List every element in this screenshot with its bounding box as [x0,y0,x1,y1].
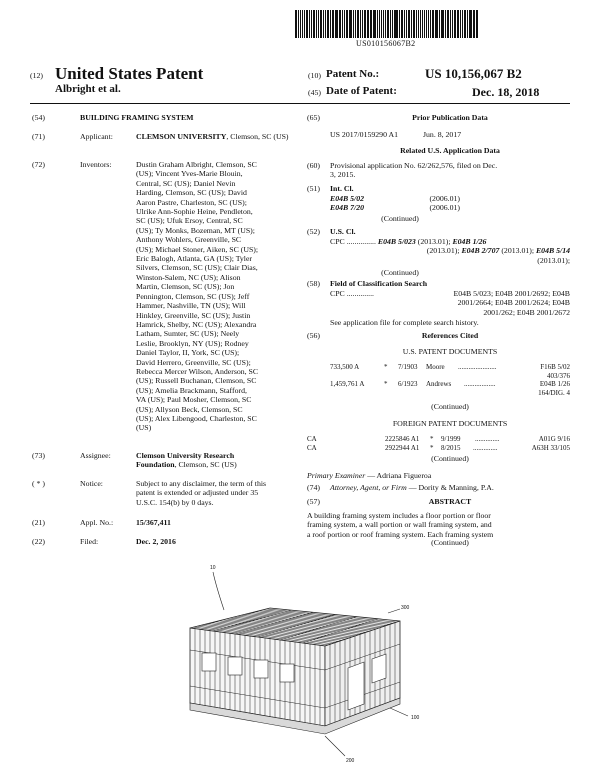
examiner-name: — Adriana Figueroa [365,471,432,480]
barcode-bar [416,10,418,38]
provisional-code: (60) [307,161,320,170]
abstract-text [307,511,570,539]
filed-label: Filed: [80,537,99,546]
foreign-doc-class: A63H 33/105 [531,443,570,452]
uscl-class-c: E04B 2/707 [461,246,500,256]
barcode-bar [346,10,349,38]
inventors-list [136,160,301,433]
applicant-label: Applicant: [80,132,113,141]
inventor-line: SC (US); Ufuk Ersoy, Central, SC [136,216,243,226]
intcl-label: Int. Cl. [330,184,354,193]
barcode-bar [381,10,383,38]
inventor-line: (US) [136,423,152,433]
inventor-line: Hinkley, Greenville, SC (US); Justin [136,310,251,320]
inventors-code: (72) [32,160,45,169]
foreign-doc-dots: .............. [475,435,500,443]
barcode-bar [447,10,449,38]
notice-line: patent is extended or adjusted under 35 [136,488,259,498]
barcode-bar [420,10,421,38]
field-search-cpc: CPC [330,289,345,298]
barcode-bar [379,10,380,38]
examiner-label: Primary Examiner [307,471,366,480]
barcode-bar [377,10,378,38]
foreign-doc-country: CA [307,435,317,443]
barcode-bar [302,10,303,38]
barcode-bar [442,10,444,38]
uscl-line2 [330,246,570,255]
barcode-bar [406,10,407,38]
inventor-line: (US); Allyson Beck, Clemson, SC [136,404,243,414]
barcode-bar [383,10,384,38]
barcode-bar [411,10,412,38]
foreign-doc-date: 8/2015 [441,443,461,452]
uscl-year-b: (2013.01); [426,246,460,256]
assignee-name-line1: Clemson University Research [136,451,235,460]
inventor-line: Aaron Pastre, Charleston, SC (US); [136,197,247,207]
barcode-bar [364,10,366,38]
uscl-cpc: CPC [330,237,345,246]
foreign-doc-row [307,435,570,444]
barcode-bar [392,10,393,38]
assignee-value [136,451,301,470]
abstract-line: framing system, a wall portion or wall framing system, and [307,520,492,530]
inventor-line: (US); Russell Buchanan, Clemson, SC [136,376,257,386]
barcode [295,10,479,38]
applicant-value [136,132,296,141]
barcode-bar [323,10,325,38]
notice-line: U.S.C. 154(b) by 0 days. [136,497,214,507]
us-doc-number: 733,500 A [330,363,360,371]
barcode-bar [390,10,391,38]
intcl-row [330,203,460,212]
examiner-line [307,471,431,480]
abstract-heading: ABSTRACT [428,497,472,506]
side-window [372,654,386,683]
barcode-bar [349,10,352,38]
us-doc-class: E04B 1/26 [539,380,570,388]
filed-value: Dec. 2, 2016 [136,537,176,546]
barcode-bar [342,10,343,38]
assignee-code: (73) [32,451,45,460]
uscl-year-a: (2013.01); [417,237,451,246]
barcode-bar [401,10,403,38]
inventor-line: Harding, Clemson, SC (US); David [136,188,247,198]
barcode-bar [318,10,319,38]
us-doc-dots: ...................... [458,363,497,371]
barcode-bar [336,10,338,38]
provisional-text [330,161,570,180]
intcl-year: (2006.01) [429,203,460,213]
prior-pub-heading: Prior Publication Data [412,113,488,122]
barcode-bar [439,10,440,38]
barcode-bar [357,10,360,38]
foreign-docs-heading: FOREIGN PATENT DOCUMENTS [392,419,508,428]
barcode-bar [304,10,305,38]
intcl-code-value: E04B 5/02 [330,194,365,203]
barcode-bar [413,10,415,38]
title-code: (54) [32,113,45,122]
foreign-doc-number: 2922944 A1 [385,443,420,452]
header-rule [30,103,570,104]
assignee-name-line2-bold: Foundation [136,460,175,470]
us-doc-class2: 403/376 [547,371,570,380]
us-doc-row [330,363,570,380]
inventor-line: Ulrike Ann-Sophie Heine, Pendleton, [136,207,253,217]
intcl-row [330,194,460,203]
uscl-body [330,237,570,265]
us-doc-number: 1,459,761 A [330,380,365,388]
refs-heading: References Cited [421,331,479,340]
inventor-line: VA (US); Paul Mosher, Clemson, SC [136,395,252,405]
field-search-label: Field of Classification Search [330,279,428,288]
date-value: Dec. 18, 2018 [472,85,540,99]
inventor-line: Central, SC (US); Daniel Nevin [136,178,236,188]
inventor-line: David Herrero, Greenville, SC (US); [136,357,251,367]
barcode-bar [469,10,472,38]
inventor-line: Silvers, Clemson, SC (US); Clair Dias, [136,263,258,273]
prior-pub-code: (65) [307,113,320,122]
field-search-codes [386,289,570,317]
attorney-name: — Dority & Manning, P.A. [406,483,494,492]
appl-no-label: Appl. No.: [80,518,114,527]
uscl-code: (52) [307,227,320,236]
invention-title: BUILDING FRAMING SYSTEM [80,113,194,122]
window [254,660,268,678]
foreign-doc-dots: .............. [473,443,498,452]
inventor-line: Martin, Clemson, SC (US); Jon [136,282,235,292]
document-title: United States Patent [55,64,204,83]
uscl-year-c: (2013.01); [501,246,535,256]
barcode-bar [311,10,313,38]
barcode-bar [335,10,336,38]
barcode-bar [362,10,363,38]
publication-number: US010156067B2 [356,39,416,48]
barcode-bar [452,10,453,38]
us-doc-name: Moore [426,363,445,371]
first-inventor-short: Albright et al. [55,83,121,95]
us-doc-date: 7/1903 [398,363,418,371]
inventor-line: Pennington, Clemson, SC (US); Jeff [136,291,250,301]
window [280,664,294,682]
figure-ref-roof: 300 [401,605,410,611]
notice-line: Subject to any disclaimer, the term of this [136,479,267,488]
date-label: Date of Patent: [326,85,397,97]
date-code: (45) [308,88,321,97]
barcode-bar [360,10,361,38]
leader-floor [325,736,345,756]
figure-ref-wall: 100 [411,715,420,721]
us-doc-dots: .................. [464,380,496,388]
barcode-bar [462,10,463,38]
inventor-line: Eric Balogh, Atlanta, GA (US); Tyler [136,254,253,264]
barcode-bar [332,10,334,38]
field-search-code: (58) [307,279,320,288]
us-docs-table [330,363,570,397]
us-doc-class2: 164/DIG. 4 [538,388,570,397]
building-framing-figure [150,558,450,768]
intcl-code: (51) [307,184,320,193]
us-doc-star: * [384,380,388,388]
barcode-bar [353,10,354,38]
barcode-bar [367,10,369,38]
uscl-class-d: E04B 5/14 [535,246,570,256]
patent-number-label: Patent No.: [326,68,380,80]
figure-ref-main: 10 [210,565,216,571]
intcl-rows [330,194,460,213]
us-doc-name: Andrews [426,380,452,388]
foreign-doc-country: CA [307,443,317,452]
leader-wall [390,708,408,716]
appl-no-value: 15/367,411 [136,518,171,527]
field-search-note: See application file for complete search history. [330,318,479,327]
uscl-line1 [330,237,570,246]
uscl-label: U.S. Cl. [330,227,356,236]
barcode-bar [467,10,469,38]
applicant-code: (71) [32,132,45,141]
barcode-bar [395,10,398,38]
barcode-bar [371,10,372,38]
barcode-bar [298,10,300,38]
prior-pub-date: Jun. 8, 2017 [423,130,462,139]
foreign-doc-row [307,444,570,453]
us-doc-class: F16B 5/02 [540,363,570,371]
barcode-bar [454,10,455,38]
inventor-line: (US); Amelia Brackmann, Stafford, [136,385,247,395]
us-doc-row [330,380,570,397]
applicant-location: , Clemson, SC (US) [226,132,289,141]
us-doc-date: 6/1923 [398,380,418,388]
provisional-line1: Provisional application No. 62/262,576, filed on Dec. [330,161,498,170]
foreign-docs-table [307,435,570,452]
barcode-bar [316,10,317,38]
inventor-line: Hammer, Nashville, TN (US); Will [136,301,246,311]
barcode-bar [422,10,423,38]
prior-pub-id: US 2017/0159290 A1 [330,130,399,139]
abstract-code: (57) [307,497,320,506]
inventor-line: Leslie, Brooklyn, NY (US); Rodney [136,338,249,348]
foreign-doc-date: 9/1999 [441,435,461,443]
barcode-bar [455,10,456,38]
barcode-bar [339,10,341,38]
patent-number-code: (10) [308,71,321,80]
uscl-line3: (2013.01); [537,255,570,265]
uscl-class-a: E04B 5/023 [377,237,416,246]
inventor-line: Latham, Sumter, SC (US); Neely [136,329,240,339]
uscl-class-b: E04B 1/26 [452,237,487,246]
barcode-bar [441,10,442,38]
field-search-cpc-wrap [330,289,375,298]
barcode-bar [426,10,427,38]
abstract-line: a roof portion or roof framing system. Each framing system [307,529,494,539]
barcode-bar [325,10,326,38]
intcl-year: (2006.01) [429,194,460,203]
barcode-bar [428,10,429,38]
window [228,657,242,675]
barcode-bar [445,10,446,38]
barcode-bar [295,10,297,38]
barcode-bar [370,10,371,38]
inventors-label: Inventors: [80,160,112,169]
appl-no-code: (21) [32,518,45,527]
patent-number-value: US 10,156,067 B2 [425,66,522,81]
barcode-bar [373,10,376,38]
barcode-bar [424,10,425,38]
barcode-bar [473,10,476,38]
foreign-doc-class: A01G 9/16 [538,435,570,443]
notice-label: Notice: [80,479,103,488]
barcode-bar [327,10,329,38]
applicant-name: CLEMSON UNIVERSITY [136,132,227,141]
intcl-continued: (Continued) [381,214,419,223]
abstract-continued: (Continued) [431,538,469,547]
inventor-line: (US); Ty Monks, Bozeman, MT (US); [136,225,255,235]
barcode-bar [476,10,478,38]
barcode-bar [355,10,356,38]
attorney-line [330,483,494,492]
uscl-continued: (Continued) [381,268,419,277]
foreign-doc-number: 2225846 A1 [385,435,420,443]
barcode-bar [435,10,438,38]
barcode-bar [309,10,310,38]
barcode-bar [394,10,395,38]
inventor-line: Dustin Graham Albright, Clemson, SC [136,160,257,169]
barcode-bar [408,10,410,38]
inventor-line: Daniel Taylor, II, York, SC (US); [136,348,240,358]
filed-code: (22) [32,537,45,546]
us-docs-heading: U.S. PATENT DOCUMENTS [402,347,498,356]
barcode-bar [344,10,345,38]
barcode-bar [404,10,406,38]
inventor-line: Hamrick, Shelby, NC (US); Alexandra [136,319,257,329]
inventor-line: Rebecca Mercer Wilson, Anderson, SC [136,366,259,376]
barcode-bar [320,10,322,38]
us-doc-star: * [384,363,388,371]
barcode-bar [460,10,461,38]
related-heading: Related U.S. Application Data [400,146,500,155]
field-search-dots: .............. [346,289,374,298]
window [202,653,216,671]
barcode-bar [450,10,451,38]
leader-roof [388,609,400,613]
figure-ref-floor: 200 [346,758,355,764]
notice-text [136,479,304,507]
inventor-line: (US); Michael Stoner, Aiken, SC (US); [136,244,259,254]
assignee-label: Assignee: [80,451,111,460]
inventor-line: (US); Alex Libengood, Charleston, SC [136,413,257,423]
barcode-bar [418,10,419,38]
barcode-bar [300,10,301,38]
barcode-bar [313,10,315,38]
inventor-line: Anthony Wohlers, Greenville, SC [136,235,242,245]
barcode-bar [430,10,432,38]
field-search-line: 2001/262; E04B 2001/2672 [483,307,570,317]
attorney-label: Attorney, Agent, or Firm [330,483,407,492]
barcode-bar [399,10,400,38]
barcode-bar [385,10,386,38]
kind-code-number: (12) [30,71,43,80]
barcode-bar [457,10,459,38]
assignee-name-line2 [136,460,301,469]
provisional-line2: 3, 2015. [330,170,356,180]
us-docs-continued: (Continued) [431,402,469,411]
attorney-code: (74) [307,483,320,492]
inventor-line: (US); Vincent Yves-Marie Blouin, [136,169,243,179]
barcode-bar [387,10,389,38]
door [348,662,364,710]
field-search-line: E04B 5/023; E04B 2001/2692; E04B [453,289,570,298]
notice-code: ( * ) [32,479,45,488]
foreign-doc-star: * [430,435,434,443]
barcode-bar [306,10,308,38]
assignee-location: , Clemson, SC (US) [174,460,237,470]
foreign-docs-continued: (Continued) [431,454,469,463]
intcl-code-value: E04B 7/20 [330,203,365,213]
barcode-bar [432,10,434,38]
barcode-bar [330,10,331,38]
barcode-bar [464,10,466,38]
uscl-dots: ............... [346,237,376,246]
leader-line [213,572,224,610]
refs-code: (56) [307,331,320,340]
field-search-line: 2001/2664; E04B 2001/2624; E04B [457,298,570,308]
foreign-doc-star: * [430,443,434,452]
inventor-line: Winston-Salem, NC (US); Alison [136,272,241,282]
abstract-line: A building framing system includes a floor portion or floor [307,511,491,520]
